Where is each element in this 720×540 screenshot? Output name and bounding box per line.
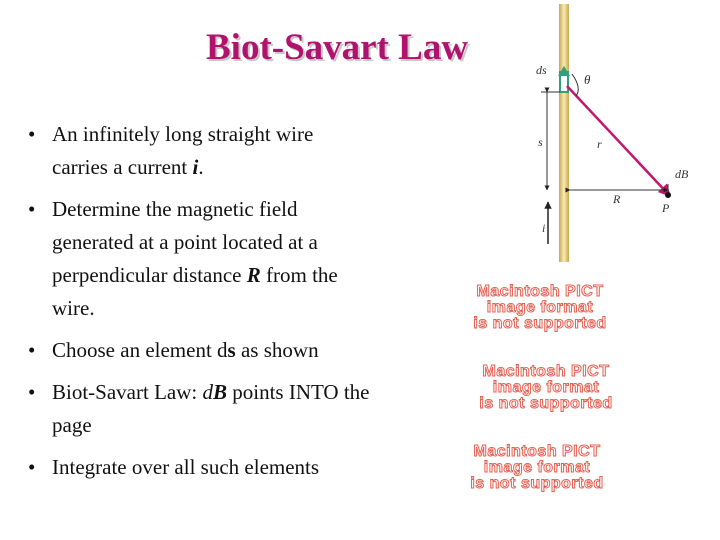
pict-placeholder: [412, 444, 662, 492]
bullet-text: [52, 122, 313, 179]
bullet-marker: •: [28, 197, 36, 221]
pict-line: is not supported: [479, 395, 613, 412]
bullet-marker: •: [28, 122, 36, 146]
bullet-item: [28, 118, 373, 184]
differential-symbol: d: [202, 380, 213, 404]
pict-line: image format: [492, 379, 600, 396]
r-label: r: [597, 137, 602, 151]
text-segment: from the wire.: [52, 263, 338, 320]
text-segment: Integrate over all such elements: [52, 455, 320, 479]
pict-line: image format: [486, 299, 594, 316]
pict-line: is not supported: [470, 475, 604, 492]
pict-placeholder: [422, 364, 670, 412]
wire: [559, 4, 569, 262]
pict-line: Macintosh PICT: [482, 363, 610, 380]
pict-line: Macintosh PICT: [473, 443, 601, 460]
pict-line: image format: [483, 459, 591, 476]
bullet-item: [28, 376, 373, 442]
ds-label: ds: [536, 63, 547, 77]
theta-label: θ: [584, 72, 591, 87]
text-segment: .: [198, 155, 204, 179]
slide-title: Biot-Savart Law: [206, 27, 469, 68]
bullet-item: [28, 193, 373, 325]
bullet-text: [52, 338, 319, 362]
current-symbol: i: [192, 155, 199, 179]
distance-symbol: R: [246, 263, 261, 287]
bullet-marker: •: [28, 455, 36, 479]
bullet-item: [28, 451, 373, 484]
bullet-text: [52, 197, 338, 320]
s-label: s: [538, 135, 543, 149]
text-segment: points INTO the page: [52, 380, 370, 437]
bullet-marker: •: [28, 338, 36, 362]
element-symbol: s: [227, 338, 236, 362]
bullet-text: [52, 455, 319, 479]
pict-placeholder: [440, 284, 640, 332]
bullet-list: [28, 118, 373, 493]
field-symbol: B: [212, 380, 227, 404]
wire-field-diagram: [520, 0, 720, 262]
bullet-item: [28, 334, 373, 367]
text-segment: Choose an element d: [52, 338, 228, 362]
pict-line: Macintosh PICT: [476, 283, 604, 300]
text-segment: as shown: [235, 338, 319, 362]
text-segment: An infinitely long straight wire carries a current: [52, 122, 314, 179]
r-vector: [567, 86, 670, 196]
pict-line: is not supported: [473, 315, 607, 332]
text-segment: Determine the magnetic field generated at a point located at a perpendicular distance: [52, 197, 318, 287]
bullet-text: [52, 380, 370, 437]
dB-label: dB: [675, 167, 689, 181]
bullet-marker: •: [28, 380, 36, 404]
p-label: P: [662, 201, 670, 215]
text-segment: Biot-Savart Law:: [52, 380, 203, 404]
R-label: R: [613, 192, 621, 206]
point-p-marker: [665, 192, 671, 198]
i-label: i: [542, 221, 546, 235]
